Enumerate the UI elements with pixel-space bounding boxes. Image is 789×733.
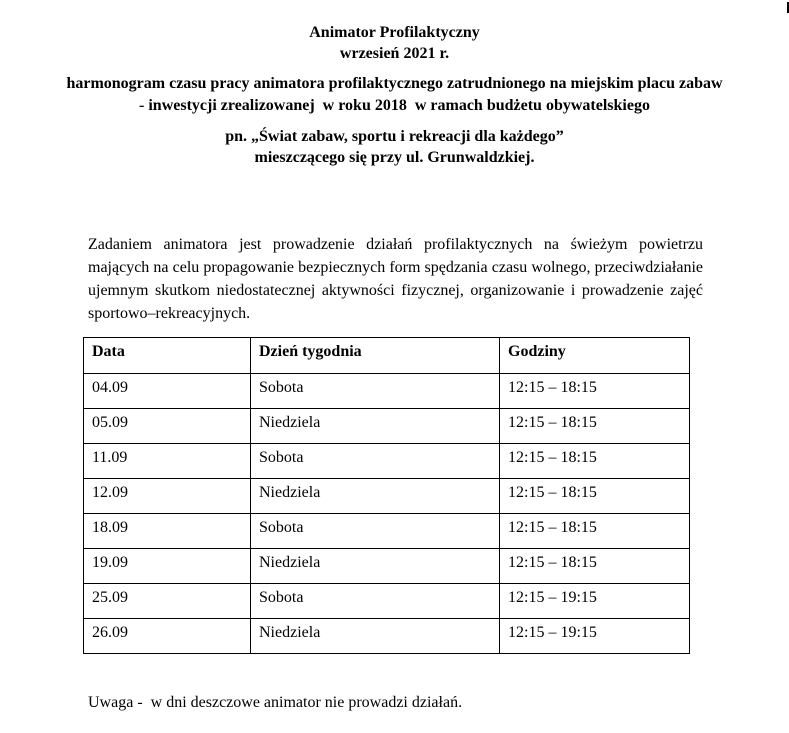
cell-day: Sobota [251, 444, 500, 479]
cell-date: 25.09 [84, 584, 251, 619]
col-header-day: Dzień tygodnia [251, 338, 500, 374]
table-header-row [84, 338, 690, 374]
title-line-1: Animator Profilaktyczny [309, 24, 480, 41]
cell-day: Niedziela [251, 549, 500, 584]
project-name-line-2: mieszczącego się przy ul. Grunwaldzkiej. [254, 149, 535, 166]
document-subtitle [0, 73, 789, 117]
cell-day: Sobota [251, 514, 500, 549]
cell-day: Sobota [251, 374, 500, 409]
cell-hours: 12:15 – 18:15 [500, 444, 690, 479]
cell-day: Niedziela [251, 409, 500, 444]
cell-hours: 12:15 – 18:15 [500, 549, 690, 584]
cell-date: 19.09 [84, 549, 251, 584]
cell-date: 26.09 [84, 619, 251, 654]
cell-hours: 12:15 – 18:15 [500, 374, 690, 409]
title-line-2: wrzesień 2021 r. [339, 45, 450, 62]
cell-date: 05.09 [84, 409, 251, 444]
cell-hours: 12:15 – 18:15 [500, 479, 690, 514]
table-row [84, 444, 690, 479]
cell-hours: 12:15 – 19:15 [500, 619, 690, 654]
project-name [0, 126, 789, 168]
cell-day: Niedziela [251, 479, 500, 514]
subtitle-line-1: harmonogram czasu pracy animatora profilaktycznego zatrudnionego na miejskim placu zabaw [66, 75, 723, 92]
cell-date: 04.09 [84, 374, 251, 409]
cell-date: 18.09 [84, 514, 251, 549]
cell-day: Sobota [251, 584, 500, 619]
table-row [84, 374, 690, 409]
table-row [84, 514, 690, 549]
col-header-hours: Godziny [500, 338, 690, 374]
project-name-line-1: pn. „Świat zabaw, sportu i rekreacji dla każdego” [225, 128, 564, 145]
table-row [84, 549, 690, 584]
table-row [84, 479, 690, 514]
cell-date: 12.09 [84, 479, 251, 514]
table-row [84, 409, 690, 444]
table-row [84, 584, 690, 619]
cell-date: 11.09 [84, 444, 251, 479]
table-row [84, 619, 690, 654]
rain-note: Uwaga - w dni deszczowe animator nie prowadzi działań. [88, 694, 463, 711]
cell-hours: 12:15 – 18:15 [500, 514, 690, 549]
task-description-paragraph: Zadaniem animatora jest prowadzenie działań profilaktycznych na świeżym powietrzu mających na celu propagowanie bezpiecznych form spędzania czasu wolnego, przeciwdziałanie ujemnym skutkom niedostatecznej aktywności fizycznej, organizowanie i prowadzenie zajęć sportowo–rekreacyjnych. [88, 236, 703, 322]
cell-hours: 12:15 – 19:15 [500, 584, 690, 619]
cell-hours: 12:15 – 18:15 [500, 409, 690, 444]
document-title [0, 22, 789, 64]
schedule-table [83, 337, 690, 654]
subtitle-line-2: - inwestycji zrealizowanej w roku 2018 w ramach budżetu obywatelskiego [139, 97, 650, 114]
cell-day: Niedziela [251, 619, 500, 654]
col-header-date: Data [84, 338, 251, 374]
